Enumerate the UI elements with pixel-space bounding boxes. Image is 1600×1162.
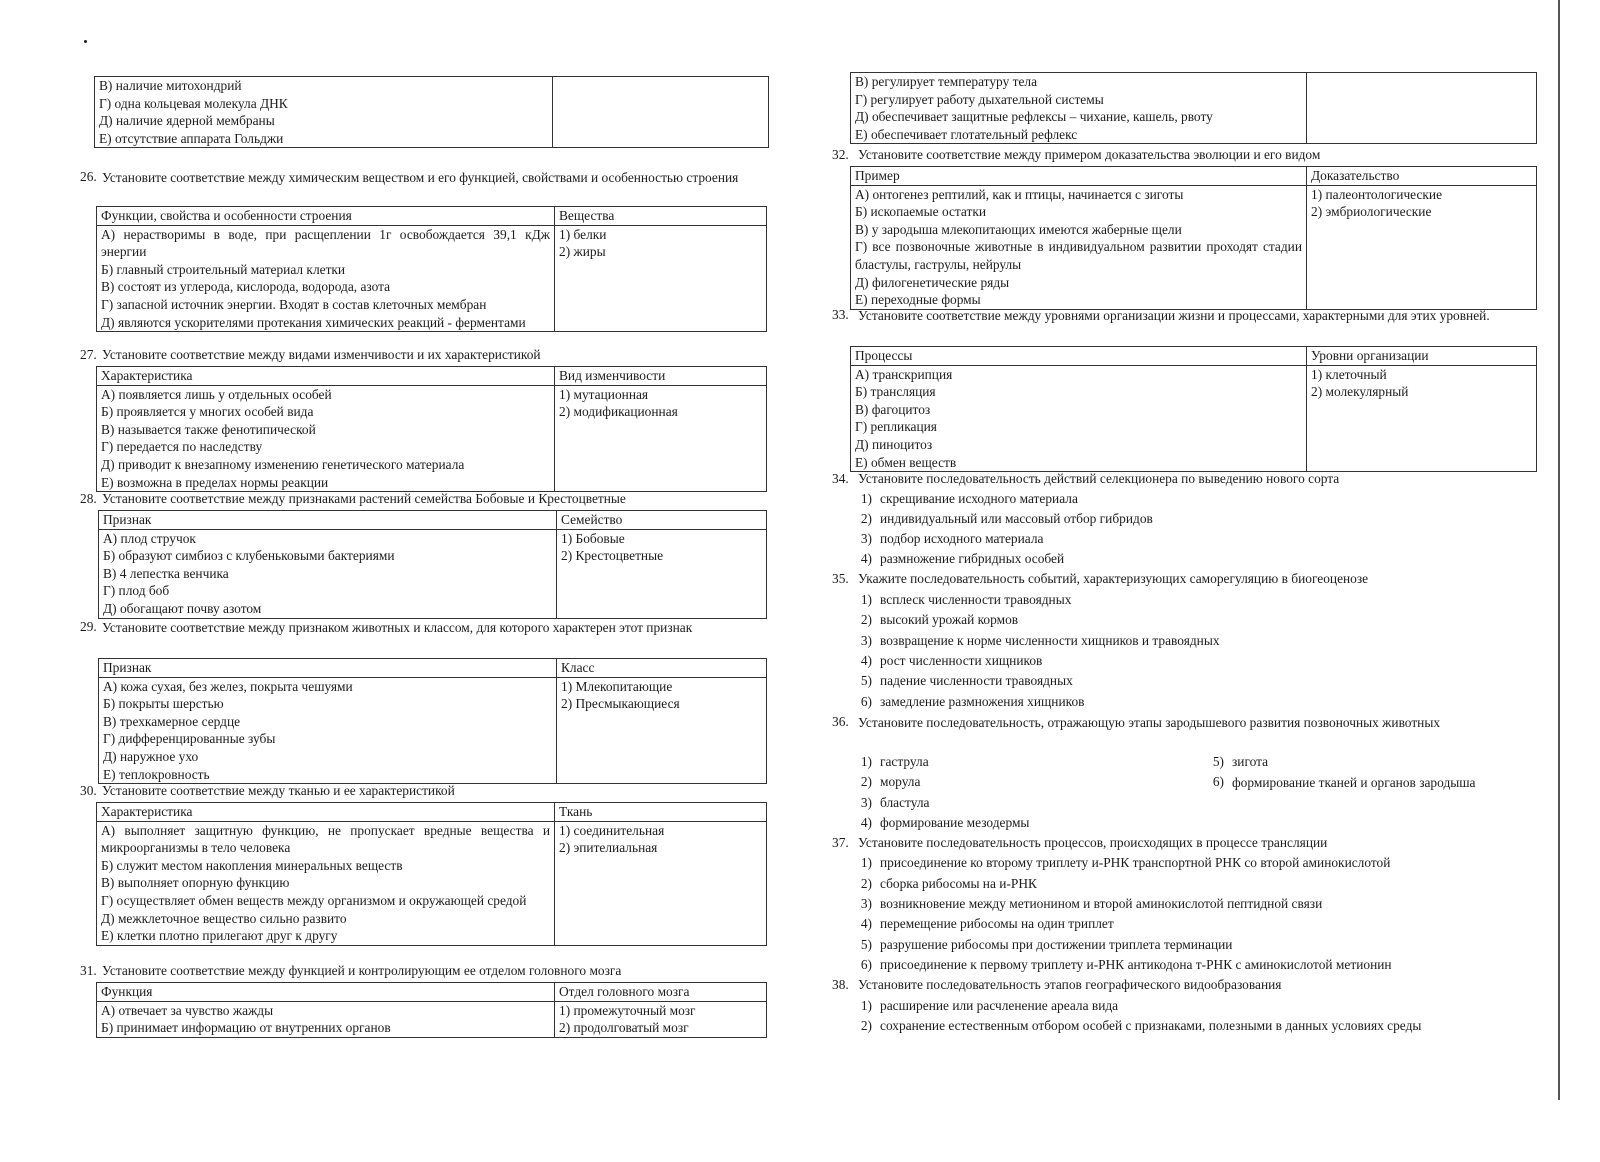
- table-q28: [98, 510, 767, 619]
- list-item: 4) формирование мезодермы: [860, 815, 1030, 830]
- question-text: Установите соответствие между тканью и ее характеристикой: [102, 783, 455, 798]
- column-header: Семейство: [561, 512, 623, 527]
- option: 2) эмбриологические: [1311, 204, 1432, 220]
- table-cell: В) наличие митохондрий: [99, 78, 242, 93]
- table-cell: Б) ископаемые остатки: [855, 204, 987, 220]
- question-text: Установите соответствие между признаками растений семейства Бобовые и Крестоцветные: [102, 491, 626, 506]
- table-cell: Д) пиноцитоз: [855, 436, 933, 452]
- table-cell: Г) запасной источник энергии. Входят в состав клеточных мембран: [101, 296, 487, 312]
- column-header: Признак: [103, 660, 152, 675]
- table-q33: [850, 346, 1537, 472]
- column-header: Пример: [855, 168, 900, 183]
- question-text: Установите последовательность действий селекционера по выведению нового сорта: [858, 471, 1340, 486]
- question-31: [80, 962, 766, 982]
- question-number: 33.: [832, 307, 849, 322]
- table-cell: В) выполняет опорную функцию: [101, 875, 290, 891]
- scan-speck: [84, 40, 87, 43]
- question-text: Установите последовательность, отражающую этапы зародышевого развития позвоночных животных: [858, 715, 1441, 730]
- column-header: Характеристика: [101, 804, 193, 819]
- table-q29: [98, 658, 767, 784]
- column-header: Вещества: [559, 208, 615, 223]
- table-cell: А) появляется лишь у отдельных особей: [101, 386, 332, 402]
- table-cell: А) онтогенез рептилий, как и птицы, начинается с зиготы: [855, 186, 1184, 202]
- column-header: Доказательство: [1311, 168, 1400, 183]
- option: 2) Пресмыкающиеся: [561, 696, 680, 712]
- table-q32: [850, 166, 1537, 310]
- question-28: [80, 490, 766, 510]
- table-cell: Б) трансляция: [855, 384, 936, 400]
- question-text: Установите соответствие между химическим веществом и его функцией, свойствами и особенностью строения: [102, 170, 739, 185]
- question-text: Установите последовательность процессов, происходящих в процессе трансляции: [858, 835, 1328, 850]
- list-item: 2) сборка рибосомы на и-РНК: [860, 876, 1037, 891]
- table-cell: А) нерастворимы в воде, при расщеплении 1г освобождается 39,1 кДж энергии: [101, 226, 550, 260]
- question-text: Установите соответствие между уровнями организации жизни и процессами, характерными для этих уровней.: [858, 308, 1490, 323]
- table-cell: Б) проявляется у многих особей вида: [101, 404, 314, 420]
- question-number: 34.: [832, 471, 849, 486]
- list-item: 2) высокий урожай кормов: [860, 612, 1019, 627]
- question-32: [832, 146, 1536, 166]
- table-cell: В) регулирует температуру тела: [855, 74, 1038, 89]
- table-cell: Б) образуют симбиоз с клубеньковыми бактериями: [103, 548, 395, 564]
- table-q27: [96, 366, 767, 492]
- list-item: 1) скрещивание исходного материала: [860, 491, 1078, 506]
- table-cell: Д) приводит к внезапному изменению генетического материала: [101, 456, 465, 472]
- question-26: [80, 168, 766, 208]
- table-cell: В) у зародыша млекопитающих имеются жаберные щели: [855, 221, 1182, 237]
- question-34: [832, 470, 1536, 490]
- list-item: 2) индивидуальный или массовый отбор гибридов: [860, 511, 1153, 526]
- table-cell: Е) теплокровность: [103, 766, 210, 782]
- table-cell: А) кожа сухая, без желез, покрыта чешуями: [103, 678, 353, 694]
- table-cell: В) 4 лепестка венчика: [103, 565, 229, 581]
- list-item: 2) сохранение естественным отбором особей с признаками, полезными в данных условиях среды: [860, 1018, 1422, 1033]
- list-item: 3) бластула: [860, 795, 930, 810]
- list-item: 5) падение численности травоядных: [860, 673, 1073, 688]
- table-top-left: [94, 76, 769, 148]
- question-number: 28.: [80, 491, 97, 506]
- question-38: [832, 976, 1536, 996]
- column-header: Процессы: [855, 348, 913, 363]
- table-cell: Г) одна кольцевая молекула ДНК: [99, 95, 288, 111]
- table-q31: [96, 982, 767, 1038]
- question-text: Установите соответствие между признаком животных и классом, для которого характерен этот признак: [102, 620, 693, 635]
- column-header: Уровни организации: [1311, 348, 1429, 363]
- option: 2) модификационная: [559, 404, 678, 420]
- table-cell: В) называется также фенотипической: [101, 421, 316, 437]
- list-item: 4) перемещение рибосомы на один триплет: [860, 916, 1114, 931]
- question-text: Установите соответствие между примером доказательства эволюции и его видом: [858, 147, 1321, 162]
- table-cell: Е) переходные формы: [855, 292, 981, 308]
- table-cell: Е) клетки плотно прилегают друг к другу: [101, 928, 338, 944]
- list-item: 4) рост численности хищников: [860, 653, 1043, 668]
- column-header: Функции, свойства и особенности строения: [101, 208, 352, 223]
- list-item: 5) разрушение рибосомы при достижении триплета терминации: [860, 937, 1233, 952]
- question-number: 30.: [80, 783, 97, 798]
- column-header: Класс: [561, 660, 595, 675]
- table-cell: А) транскрипция: [855, 366, 953, 382]
- question-27: [80, 346, 766, 366]
- table-cell: Д) филогенетические ряды: [855, 274, 1010, 290]
- table-cell: Б) служит местом накопления минеральных веществ: [101, 857, 403, 873]
- column-header: Признак: [103, 512, 152, 527]
- question-number: 35.: [832, 571, 849, 586]
- column-header: Функция: [101, 984, 153, 999]
- table-top-right: [850, 72, 1537, 144]
- option: 1) соединительная: [559, 822, 665, 838]
- option: 1) промежуточный мозг: [559, 1002, 696, 1018]
- list-item: 5) зигота: [1212, 754, 1269, 769]
- table-q30: [96, 802, 767, 946]
- table-cell: В) трехкамерное сердце: [103, 713, 241, 729]
- table-cell: Г) регулирует работу дыхательной системы: [855, 91, 1104, 107]
- list-item: 3) возникновение между метионином и второй аминокислотой пептидной связи: [860, 896, 1323, 911]
- column-header: Характеристика: [101, 368, 193, 383]
- table-cell: Д) наличие ядерной мембраны: [99, 113, 275, 129]
- table-cell: А) выполняет защитную функцию, не пропускает вредные вещества и микроорганизмы в тело человека: [101, 822, 550, 856]
- list-item: 6) замедление размножения хищников: [860, 694, 1085, 709]
- table-cell: Е) отсутствие аппарата Гольджи: [99, 130, 284, 146]
- table-cell: Д) обеспечивает защитные рефлексы – чихание, кашель, рвоту: [855, 109, 1213, 125]
- table-cell: Д) межклеточное вещество сильно развито: [101, 910, 347, 926]
- table-cell: В) состоят из углерода, кислорода, водорода, азота: [101, 279, 391, 295]
- question-text: Установите соответствие между функцией и контролирующим ее отделом головного мозга: [102, 963, 622, 978]
- question-35: [832, 570, 1536, 590]
- table-cell: Г) передается по наследству: [101, 439, 263, 455]
- table-cell: В) фагоцитоз: [855, 401, 931, 417]
- table-cell: А) отвечает за чувство жажды: [101, 1002, 274, 1018]
- list-item: 1) присоединение ко второму триплету и-РНК транспортной РНК со второй аминокислотой: [860, 855, 1391, 870]
- question-number: 38.: [832, 977, 849, 992]
- column-header: Отдел головного мозга: [559, 984, 690, 999]
- question-29: [80, 618, 766, 658]
- list-item: 3) возвращение к норме численности хищников и травоядных: [860, 633, 1220, 648]
- table-cell: Д) являются ускорителями протекания химических реакций - ферментами: [101, 314, 526, 330]
- table-cell: Е) обеспечивает глотательный рефлекс: [855, 126, 1078, 142]
- question-36: [832, 713, 1536, 753]
- table-cell: Г) осуществляет обмен веществ между организмом и окружающей средой: [101, 892, 527, 908]
- option: 1) клеточный: [1311, 366, 1387, 382]
- table-cell: Б) главный строительный материал клетки: [101, 261, 346, 277]
- option: 2) продолговатый мозг: [559, 1020, 689, 1036]
- table-cell: Д) обогащают почву азотом: [103, 600, 262, 616]
- list-item: 2) морула: [860, 774, 921, 789]
- question-number: 36.: [832, 714, 849, 729]
- table-cell: Г) все позвоночные животные в индивидуальном развитии проходят стадии бластулы, гаструлы, нейрулы: [855, 239, 1302, 272]
- list-item: 6) присоединение к первому триплету и-РНК антикодона т-РНК с аминокислотой метионин: [860, 957, 1392, 972]
- question-number: 27.: [80, 347, 97, 362]
- question-30: [80, 782, 766, 802]
- column-header: Вид изменчивости: [559, 368, 666, 383]
- table-cell: Г) репликация: [855, 419, 937, 435]
- option: 1) палеонтологические: [1311, 186, 1443, 202]
- option: 1) Бобовые: [561, 530, 625, 546]
- option: 2) жиры: [559, 244, 606, 260]
- option: 2) эпителиальная: [559, 840, 658, 856]
- table-cell: А) плод стручок: [103, 530, 196, 546]
- list-item: 3) подбор исходного материала: [860, 531, 1044, 546]
- question-text: Укажите последовательность событий, характеризующих саморегуляцию в биогеоценозе: [858, 571, 1369, 586]
- table-cell: Д) наружное ухо: [103, 748, 199, 764]
- table-cell: Г) плод боб: [103, 583, 170, 599]
- question-text: Установите соответствие между видами изменчивости и их характеристикой: [102, 347, 541, 362]
- list-item: 1) гаструла: [860, 754, 929, 769]
- option: 1) Млекопитающие: [561, 678, 673, 694]
- question-33: [832, 306, 1536, 346]
- table-cell: Б) покрыты шерстью: [103, 696, 224, 712]
- question-number: 29.: [80, 619, 97, 634]
- question-number: 31.: [80, 963, 97, 978]
- question-number: 37.: [832, 835, 849, 850]
- option: 1) мутационная: [559, 386, 649, 402]
- list-item: 4) размножение гибридных особей: [860, 551, 1065, 566]
- option: 2) молекулярный: [1311, 384, 1409, 400]
- scan-edge: [1558, 0, 1560, 1100]
- table-q26: [96, 206, 767, 332]
- list-item: 1) всплеск численности травоядных: [860, 592, 1072, 607]
- column-header: Ткань: [559, 804, 593, 819]
- option: 2) Крестоцветные: [561, 548, 664, 564]
- option: 1) белки: [559, 226, 607, 242]
- question-text: Установите последовательность этапов географического видообразования: [858, 977, 1282, 992]
- table-cell: Е) обмен веществ: [855, 454, 957, 470]
- question-number: 32.: [832, 147, 849, 162]
- table-cell: Е) возможна в пределах нормы реакции: [101, 474, 329, 490]
- table-cell: Б) принимает информацию от внутренних органов: [101, 1020, 391, 1036]
- question-37: [832, 834, 1536, 854]
- list-item: 1) расширение или расчленение ареала вида: [860, 998, 1119, 1013]
- table-cell: Г) дифференцированные зубы: [103, 731, 276, 747]
- question-number: 26.: [80, 169, 97, 184]
